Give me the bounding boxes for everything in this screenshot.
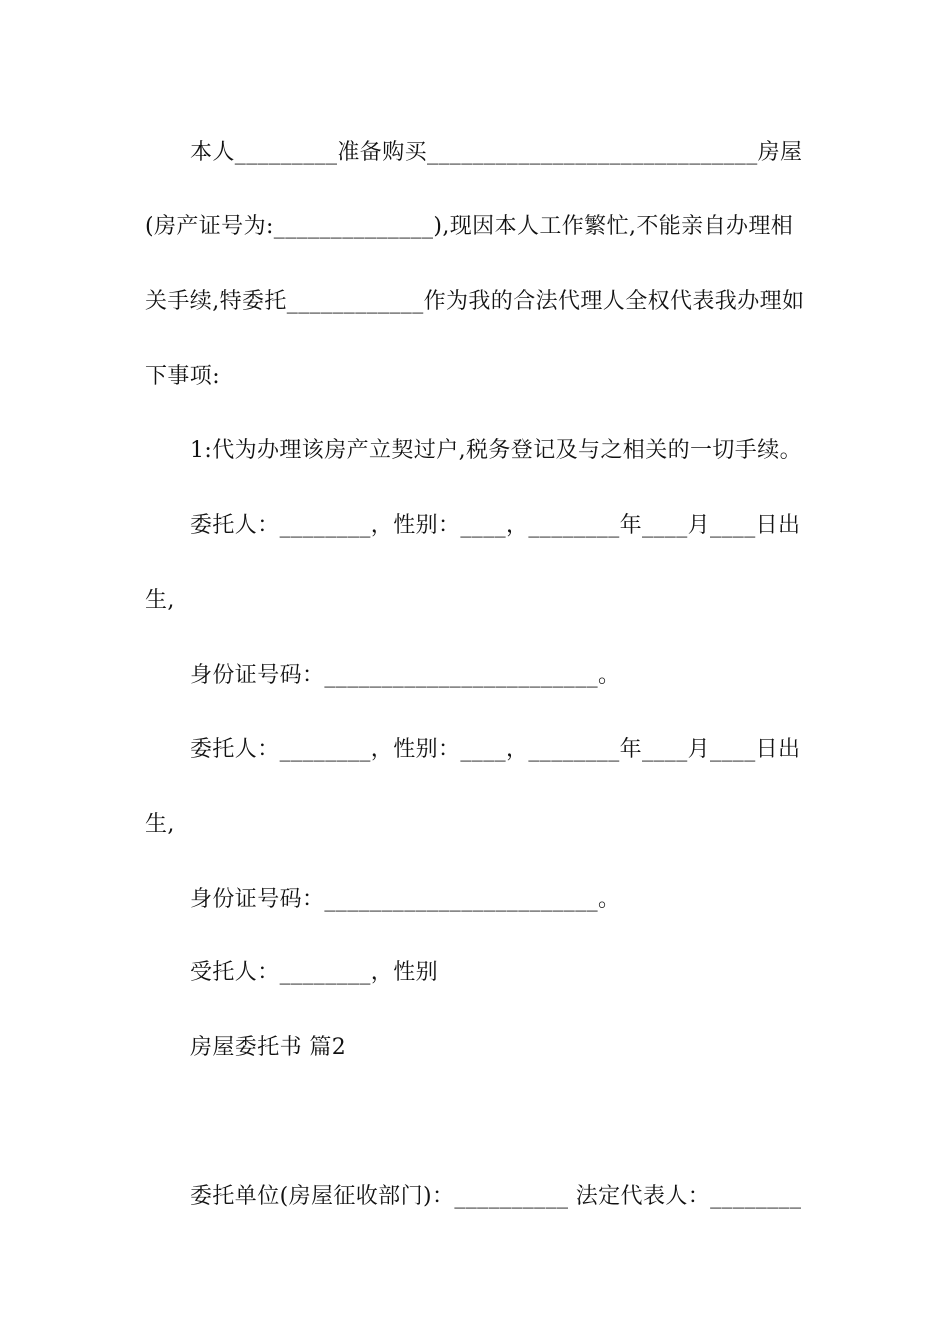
paragraph-purchase-line-2: (房产证号为:______________),现因本人工作繁忙,不能亲自办理相: [145, 214, 794, 239]
principal-2-info-line-2: 生,: [145, 812, 175, 837]
principal-1-id-number: 身份证号码：________________________。: [190, 663, 621, 688]
principal-2-info-line-1: 委托人：________，性别：____，________年____月____日出: [190, 737, 801, 762]
paragraph-purchase-line-3: 关手续,特委托____________作为我的合法代理人全权代表我办理如: [145, 289, 805, 314]
paragraph-purchase-line-4: 下事项:: [145, 364, 221, 389]
paragraph-purchase-line-1: 本人_________准备购买_____________________________房屋: [190, 140, 803, 165]
principal-1-info-line-2: 生,: [145, 588, 175, 613]
section-2-title: 房屋委托书 篇2: [190, 1035, 347, 1060]
principal-2-id-number: 身份证号码：________________________。: [190, 887, 621, 912]
section-2-entrusting-unit: 委托单位(房屋征收部门)：__________ 法定代表人：________: [190, 1184, 802, 1209]
principal-1-info-line-1: 委托人：________，性别：____，________年____月____日出: [190, 513, 801, 538]
item-1-text: 1:代为办理该房产立契过户,税务登记及与之相关的一切手续。: [190, 438, 803, 463]
agent-info: 受托人：________，性别: [190, 960, 439, 985]
